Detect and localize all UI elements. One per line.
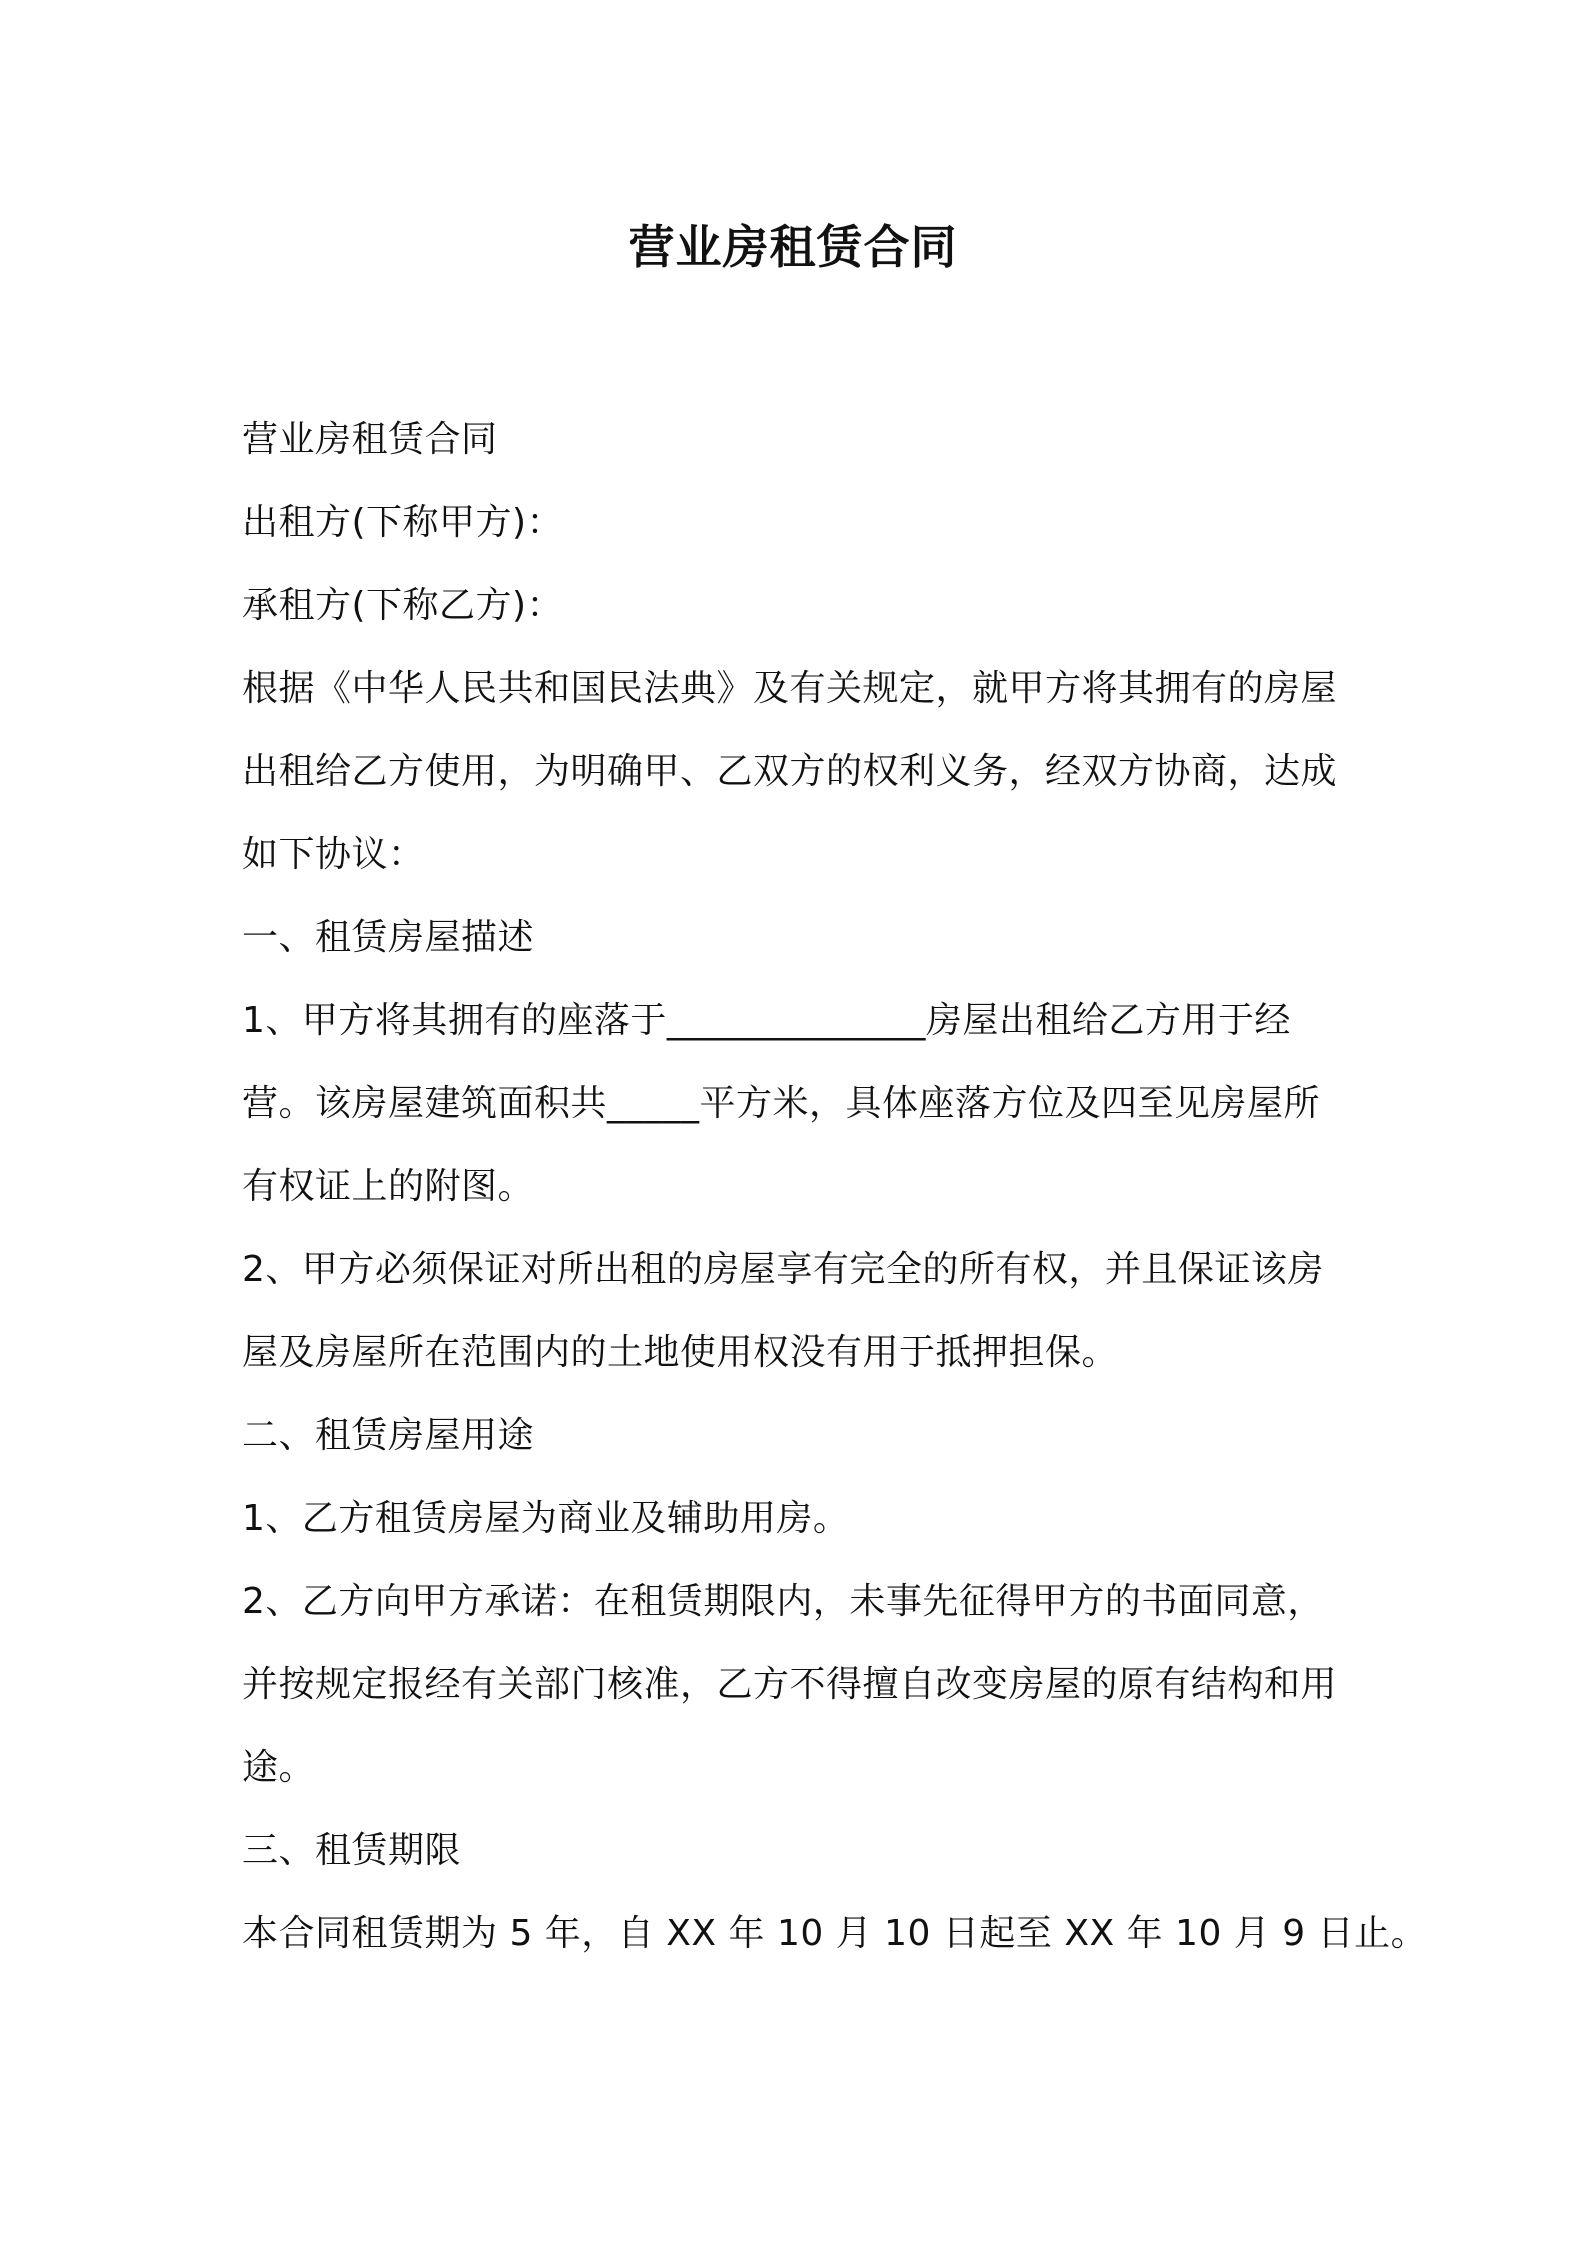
clause-1-2-line-2: 屋及房屋所在范围内的土地使用权没有用于抵押担保。 [242, 1332, 1119, 1373]
preamble-line-2: 出租给乙方使用，为明确甲、乙双方的权利义务，经双方协商，达成 [242, 751, 1338, 792]
clause-2-1: 1、乙方租赁房屋为商业及辅助用房。 [242, 1498, 850, 1539]
document-body [242, 398, 1428, 1975]
clause-1-2-line-1: 2、甲方必须保证对所出租的房屋享有完全的所有权，并且保证该房 [242, 1249, 1324, 1290]
section-heading-2: 二、租赁房屋用途 [242, 1415, 535, 1456]
term-clause: 本合同租赁期为 5 年，自 XX 年 10 月 10 日起至 XX 年 10 月 9 日止。 [242, 1913, 1428, 1954]
clause-2-2-line-1: 2、乙方向甲方承诺：在租赁期限内，未事先征得甲方的书面同意， [242, 1581, 1324, 1622]
section-heading-3: 三、租赁期限 [242, 1830, 462, 1871]
preamble-line-1: 根据《中华人民共和国民法典》及有关规定，就甲方将其拥有的房屋 [242, 668, 1338, 709]
clause-1-1-line-2: 营。该房屋建筑面积共_____平方米，具体座落方位及四至见房屋所 [242, 1083, 1321, 1124]
clause-2-2-line-2: 并按规定报经有关部门核准，乙方不得擅自改变房屋的原有结构和用 [242, 1664, 1338, 1705]
preamble-line-3: 如下协议： [242, 834, 425, 875]
clause-1-1-line-1: 1、甲方将其拥有的座落于______________房屋出租给乙方用于经 [242, 1000, 1291, 1041]
clause-1-1-line-3: 有权证上的附图。 [242, 1166, 535, 1207]
clause-2-2-line-3: 途。 [242, 1747, 316, 1788]
subtitle-line: 营业房租赁合同 [242, 419, 498, 460]
section-heading-1: 一、租赁房屋描述 [242, 917, 535, 958]
lessee-line: 承租方(下称乙方)： [242, 585, 564, 626]
document-title: 营业房租赁合同 [628, 220, 958, 274]
lessor-line: 出租方(下称甲方)： [242, 502, 564, 543]
